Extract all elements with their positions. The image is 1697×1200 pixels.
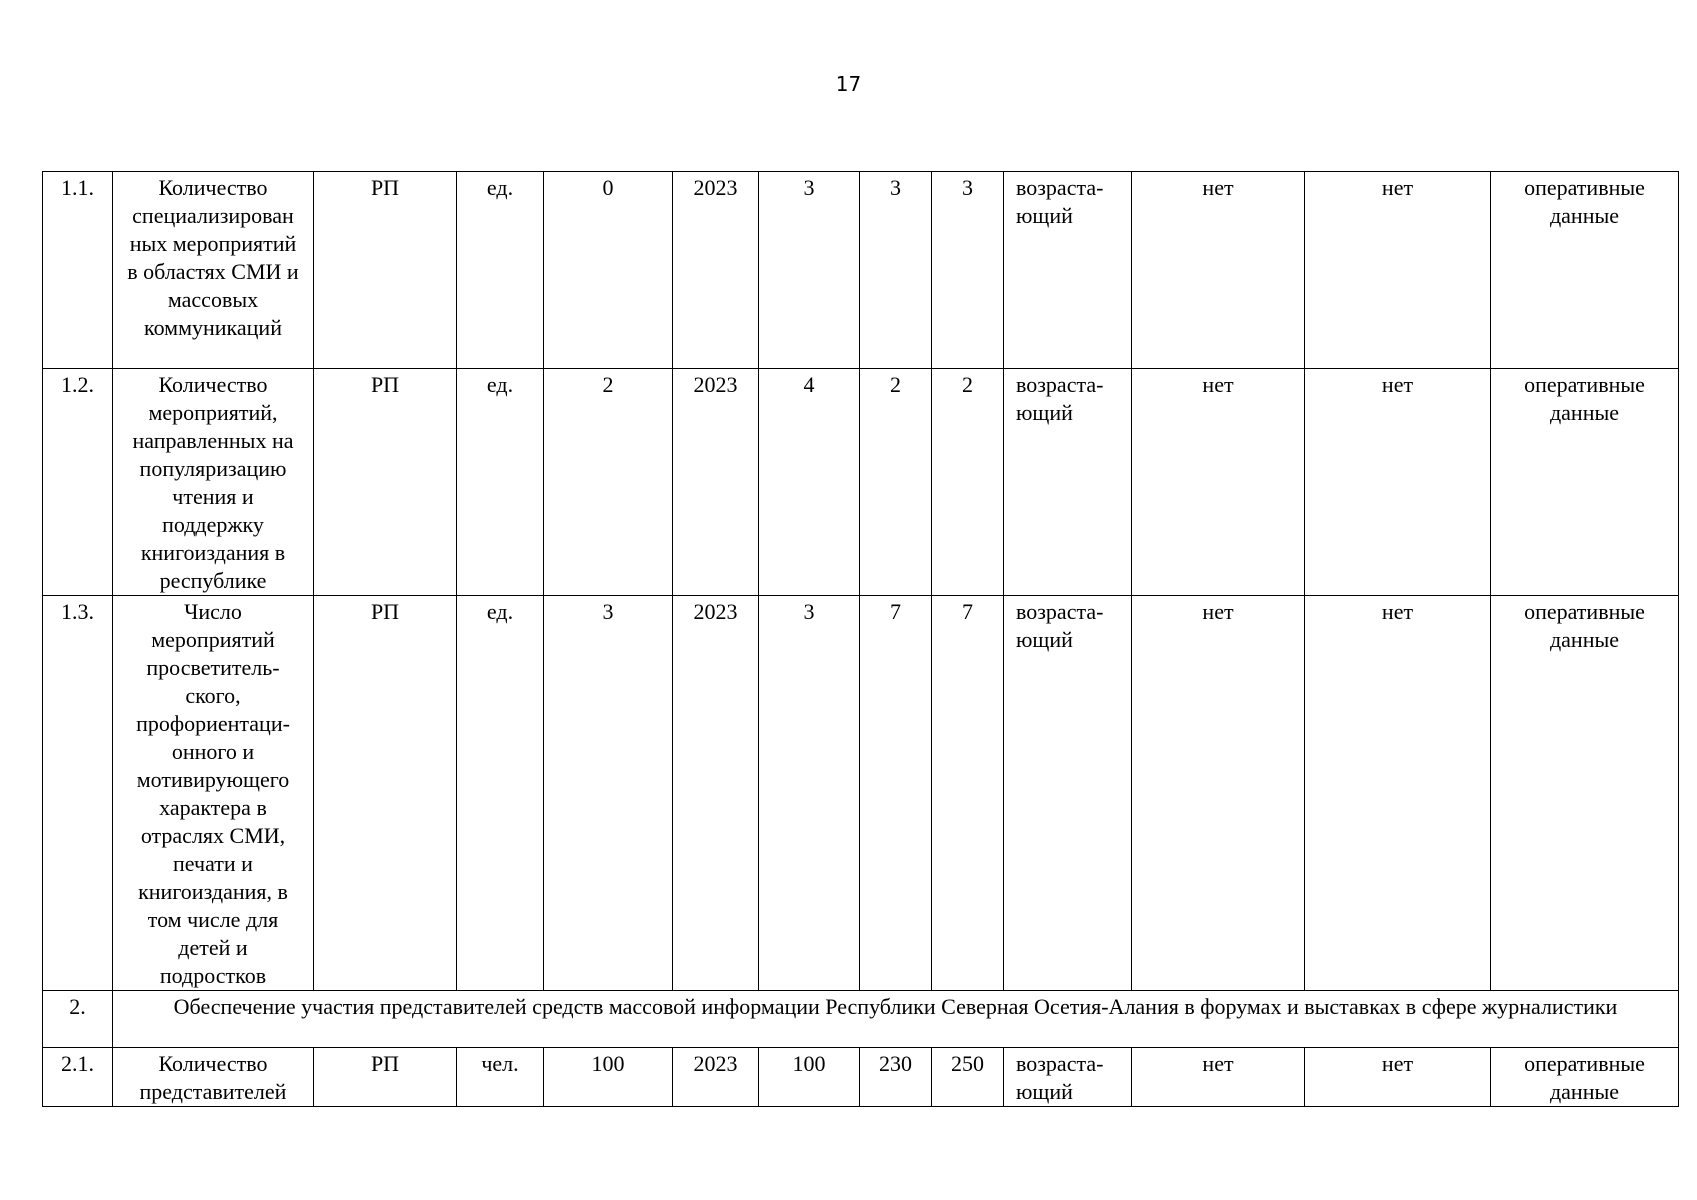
row-number: 2.1. [43,1048,113,1107]
trend-cell: возраста-ющий [1004,172,1132,369]
unit-cell: чел. [457,1048,544,1107]
table-row [43,369,1679,596]
indicators-table [42,171,1679,1107]
level-cell: РП [314,369,457,596]
attribute-cell-b: нет [1305,369,1491,596]
table-row [43,172,1679,369]
base-year-cell: 2023 [673,369,759,596]
source-cell: оперативные данные [1491,369,1679,596]
section-title: Обеспечение участия представителей средств массовой информации Республики Северная Осетия-Алания в форумах и выставках в сфере журналистики [113,991,1679,1048]
value-cell-3: 3 [932,172,1004,369]
section-row [43,991,1679,1048]
indicator-name: Количество специализирован ных мероприятий в областях СМИ и массовых коммуникаций [113,172,314,369]
value-cell-2: 230 [860,1048,932,1107]
base-value-cell: 100 [544,1048,673,1107]
trend-cell: возраста-ющий [1004,1048,1132,1107]
base-year-cell: 2023 [673,172,759,369]
value-cell-1: 100 [759,1048,860,1107]
indicator-name: Количество мероприятий, направленных на популяризацию чтения и поддержку книгоиздания в республике [113,369,314,596]
attribute-cell-b: нет [1305,596,1491,991]
value-cell-1: 3 [759,596,860,991]
source-cell: оперативные данные [1491,172,1679,369]
unit-cell: ед. [457,369,544,596]
base-year-cell: 2023 [673,596,759,991]
base-value-cell: 2 [544,369,673,596]
table-row [43,596,1679,991]
row-number: 1.2. [43,369,113,596]
base-year-cell: 2023 [673,1048,759,1107]
value-cell-3: 250 [932,1048,1004,1107]
attribute-cell-a: нет [1132,369,1305,596]
value-cell-1: 4 [759,369,860,596]
level-cell: РП [314,1048,457,1107]
value-cell-2: 3 [860,172,932,369]
table-row [43,1048,1679,1107]
attribute-cell-a: нет [1132,1048,1305,1107]
unit-cell: ед. [457,596,544,991]
attribute-cell-a: нет [1132,596,1305,991]
unit-cell: ед. [457,172,544,369]
value-cell-1: 3 [759,172,860,369]
value-cell-2: 7 [860,596,932,991]
level-cell: РП [314,596,457,991]
indicator-name: Количество представителей [113,1048,314,1107]
section-number: 2. [43,991,113,1048]
level-cell: РП [314,172,457,369]
base-value-cell: 0 [544,172,673,369]
trend-cell: возраста-ющий [1004,596,1132,991]
attribute-cell-b: нет [1305,1048,1491,1107]
source-cell: оперативные данные [1491,1048,1679,1107]
base-value-cell: 3 [544,596,673,991]
trend-cell: возраста-ющий [1004,369,1132,596]
source-cell: оперативные данные [1491,596,1679,991]
value-cell-3: 2 [932,369,1004,596]
row-number: 1.3. [43,596,113,991]
row-number: 1.1. [43,172,113,369]
value-cell-3: 7 [932,596,1004,991]
indicator-name: Число мероприятий просветитель-ского, профориентаци-онного и мотивирующего характера в отраслях СМИ, печати и книгоиздания, в том числе для детей и подростков [113,596,314,991]
attribute-cell-a: нет [1132,172,1305,369]
attribute-cell-b: нет [1305,172,1491,369]
value-cell-2: 2 [860,369,932,596]
page-number: 17 [835,72,862,96]
